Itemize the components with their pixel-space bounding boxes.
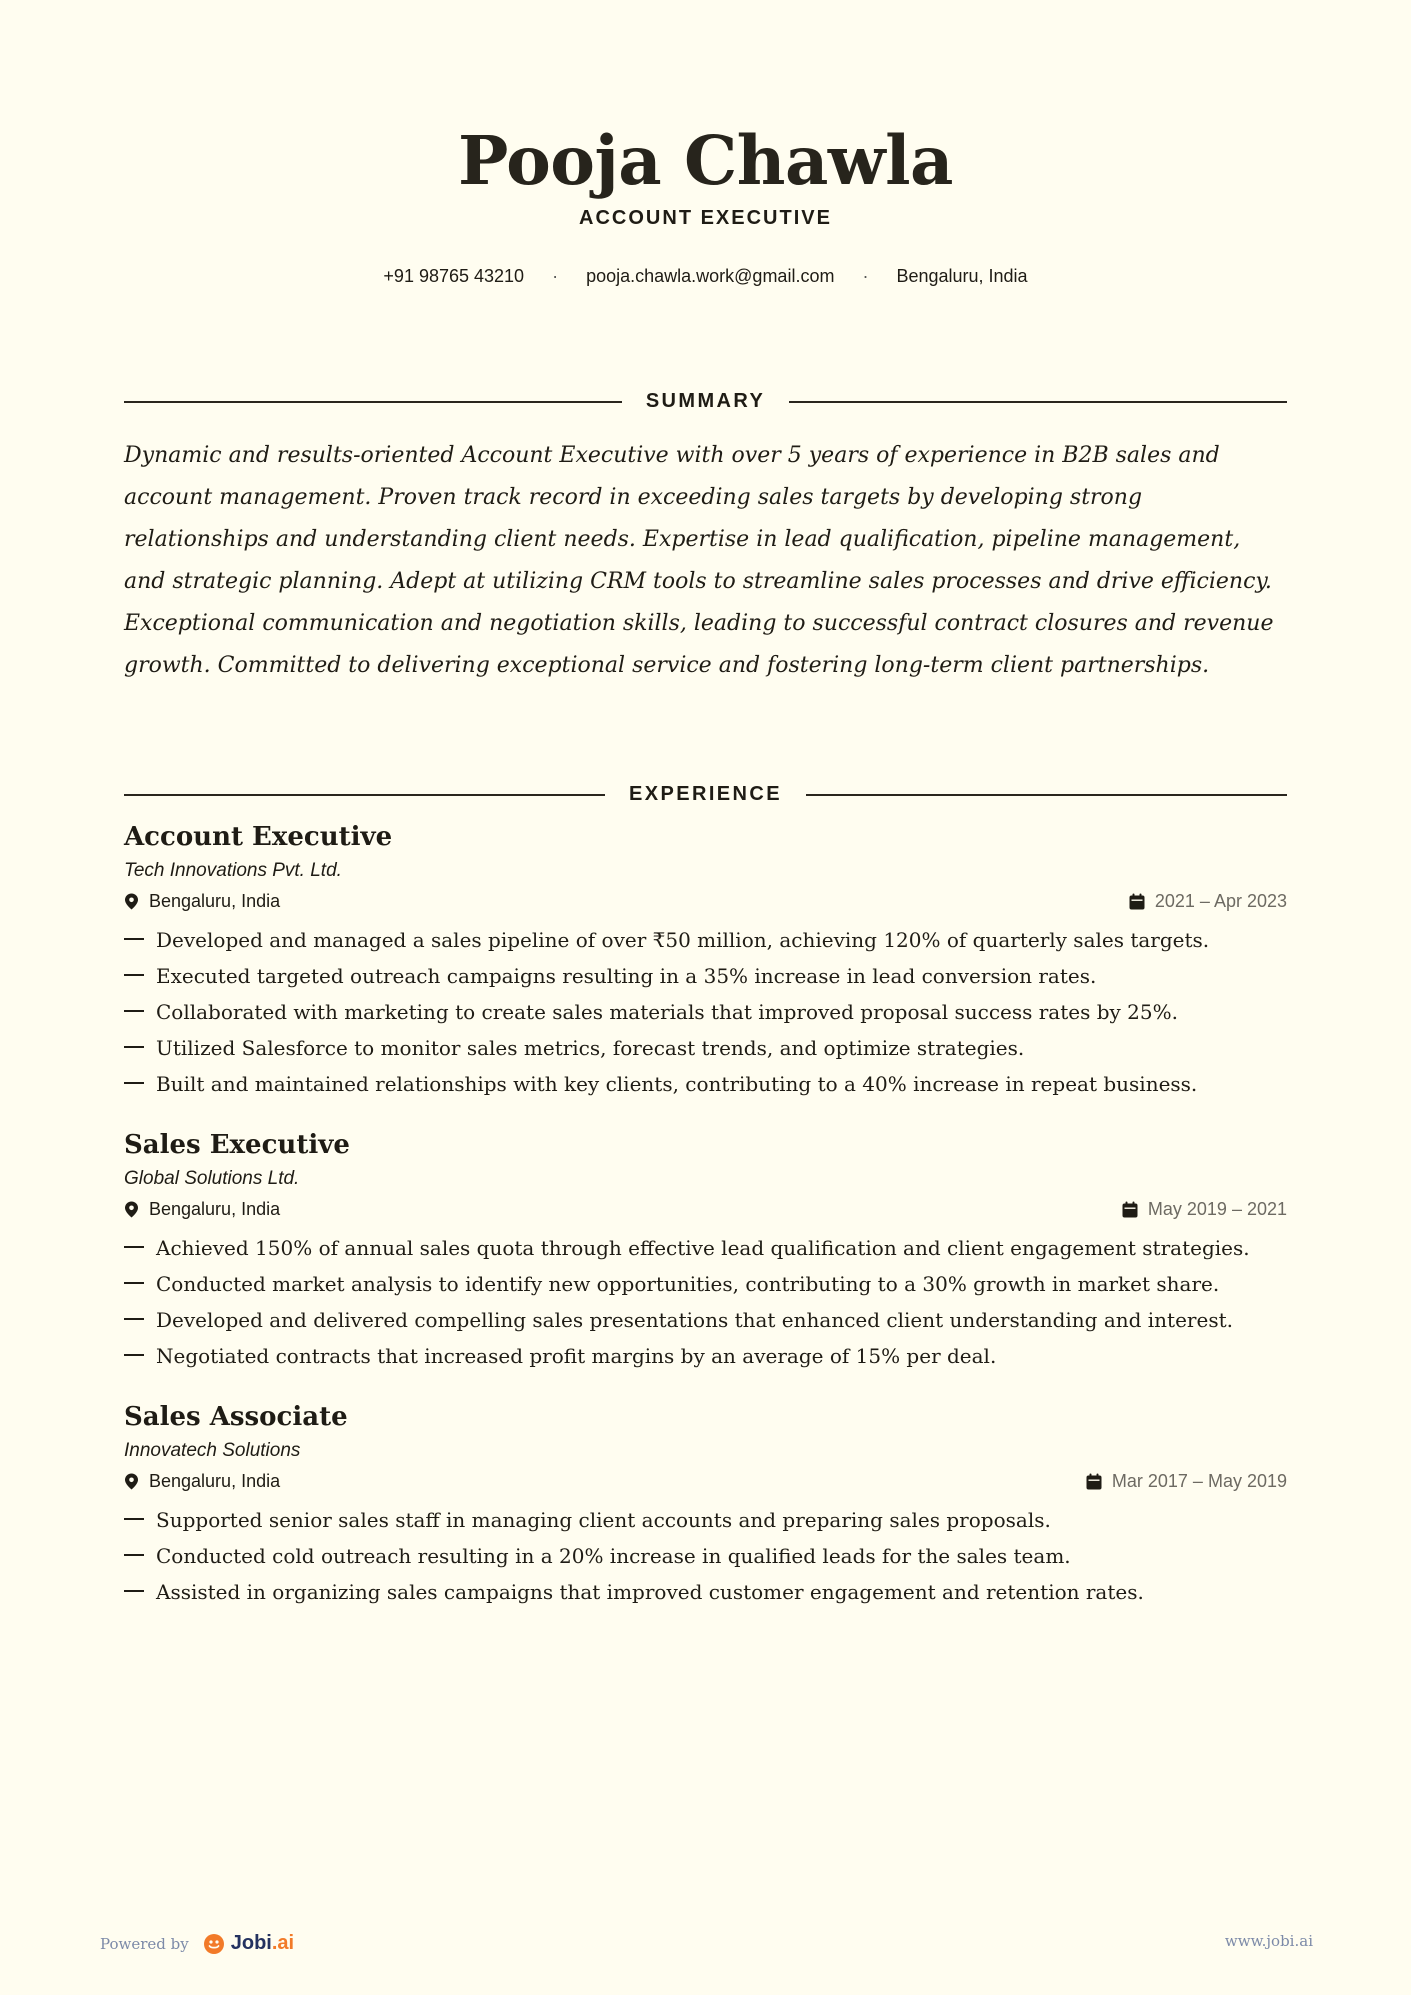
job-bullets [124, 1502, 1287, 1610]
footer [0, 1932, 1411, 1956]
job-bullets [124, 922, 1287, 1102]
contact-info [124, 266, 1287, 287]
summary-section [124, 390, 1287, 687]
bullet-item [124, 1502, 1287, 1538]
brand-main: Jobi [230, 1932, 272, 1954]
candidate-role: ACCOUNT EXECUTIVE [579, 207, 832, 229]
dash-icon [124, 938, 144, 940]
bullet-text: Utilized Salesforce to monitor sales metrics, forecast trends, and optimize strategies. [156, 1036, 1025, 1060]
contact-separator: · [552, 266, 559, 286]
company-name: Tech Innovations Pvt. Ltd. [124, 860, 342, 881]
dash-icon [124, 1082, 144, 1084]
job-meta [124, 888, 1287, 914]
bullet-item [124, 1302, 1287, 1338]
brand-suffix: .ai [271, 1932, 295, 1954]
dash-icon [124, 1318, 144, 1320]
section-heading [124, 390, 1287, 413]
bullet-text: Executed targeted outreach campaigns resulting in a 35% increase in lead conversion rates. [156, 964, 1097, 988]
calendar-icon [1129, 893, 1145, 910]
job-dates-text: 2021 – Apr 2023 [1154, 891, 1287, 911]
bullet-text: Built and maintained relationships with key clients, contributing to a 40% increase in repeat business. [156, 1072, 1198, 1096]
dash-icon [124, 1554, 144, 1556]
summary-text: Dynamic and results-oriented Account Executive with over 5 years of experience in B2B sales and account management. Proven track record in exceeding sales targets by developing strong relationships and understanding client needs. Expertise in lead qualification, pipeline management, and strategic planning. Adept at utilizing CRM tools to streamline sales processes and drive efficiency. Exceptional communication and negotiation skills, leading to successful contract closures and revenue growth. Committed to delivering exceptional service and fostering long-term client partnerships. [124, 443, 1274, 678]
contact-separator: · [862, 266, 869, 286]
bullet-item [124, 1338, 1287, 1374]
job-dates [1122, 1196, 1287, 1222]
map-pin-icon [124, 893, 139, 910]
powered-by [100, 1932, 294, 1955]
resume-header [124, 117, 1287, 287]
job-location-text: Bengaluru, India [149, 891, 281, 911]
dash-icon [124, 1282, 144, 1284]
bullet-item [124, 922, 1287, 958]
job-dates [1129, 888, 1287, 914]
contact-email: pooja.chawla.work@gmail.com [586, 266, 835, 286]
jobi-brand-link[interactable] [203, 1932, 294, 1955]
bullet-text: Conducted cold outreach resulting in a 20% increase in qualified leads for the sales team. [156, 1544, 1071, 1568]
job-entry [124, 1400, 1287, 1610]
job-meta [124, 1468, 1287, 1494]
divider [124, 401, 622, 403]
job-location-text: Bengaluru, India [149, 1199, 281, 1219]
job-entry [124, 1128, 1287, 1374]
bullet-text: Supported senior sales staff in managing client accounts and preparing sales proposals. [156, 1508, 1051, 1532]
contact-location: Bengaluru, India [896, 266, 1028, 286]
section-heading [124, 783, 1287, 806]
divider [124, 794, 605, 796]
job-bullets [124, 1230, 1287, 1374]
job-location [124, 888, 280, 914]
job-dates-text: Mar 2017 – May 2019 [1111, 1471, 1287, 1491]
resume-page [124, 0, 1287, 1604]
company-name: Global Solutions Ltd. [124, 1168, 300, 1189]
map-pin-icon [124, 1201, 139, 1218]
bullet-item [124, 958, 1287, 994]
bullet-item [124, 994, 1287, 1030]
job-dates-text: May 2019 – 2021 [1147, 1199, 1287, 1219]
job-location [124, 1196, 280, 1222]
bullet-text: Assisted in organizing sales campaigns that improved customer engagement and retention rates. [156, 1580, 1144, 1604]
contact-phone: +91 98765 43210 [383, 266, 525, 286]
powered-by-label: Powered by [100, 1934, 189, 1953]
experience-section [124, 783, 1287, 1610]
dash-icon [124, 1518, 144, 1520]
bullet-text: Developed and managed a sales pipeline of over ₹50 million, achieving 120% of quarterly sales targets. [156, 928, 1210, 952]
bullet-text: Developed and delivered compelling sales presentations that enhanced client understanding and interest. [156, 1308, 1233, 1332]
website-link[interactable]: www.jobi.ai [1224, 1932, 1313, 1950]
job-dates [1086, 1468, 1287, 1494]
job-location [124, 1468, 280, 1494]
job-title: Sales Associate [124, 1402, 348, 1432]
bullet-text: Negotiated contracts that increased profit margins by an average of 15% per deal. [156, 1344, 997, 1368]
dash-icon [124, 1246, 144, 1248]
dash-icon [124, 1590, 144, 1592]
section-heading-label: EXPERIENCE [629, 783, 782, 805]
job-location-text: Bengaluru, India [149, 1471, 281, 1491]
company-name: Innovatech Solutions [124, 1440, 301, 1461]
dash-icon [124, 1046, 144, 1048]
section-heading-label: SUMMARY [645, 390, 766, 412]
bullet-item [124, 1230, 1287, 1266]
bullet-text: Conducted market analysis to identify new opportunities, contributing to a 30% growth in market share. [156, 1272, 1220, 1296]
dash-icon [124, 1010, 144, 1012]
jobi-logo-icon [203, 1933, 225, 1955]
dash-icon [124, 1354, 144, 1356]
bullet-item [124, 1266, 1287, 1302]
divider [789, 401, 1287, 403]
bullet-item [124, 1066, 1287, 1102]
dash-icon [124, 974, 144, 976]
calendar-icon [1086, 1473, 1102, 1490]
bullet-item [124, 1030, 1287, 1066]
map-pin-icon [124, 1473, 139, 1490]
candidate-name: Pooja Chawla [458, 121, 953, 200]
bullet-text: Collaborated with marketing to create sales materials that improved proposal success rates by 25%. [156, 1000, 1178, 1024]
job-meta [124, 1196, 1287, 1222]
bullet-item [124, 1538, 1287, 1574]
divider [806, 794, 1287, 796]
job-title: Account Executive [124, 822, 393, 852]
calendar-icon [1122, 1201, 1138, 1218]
bullet-text: Achieved 150% of annual sales quota through effective lead qualification and client engagement strategies. [156, 1236, 1250, 1260]
job-title: Sales Executive [124, 1130, 350, 1160]
bullet-item [124, 1574, 1287, 1610]
job-entry [124, 820, 1287, 1102]
